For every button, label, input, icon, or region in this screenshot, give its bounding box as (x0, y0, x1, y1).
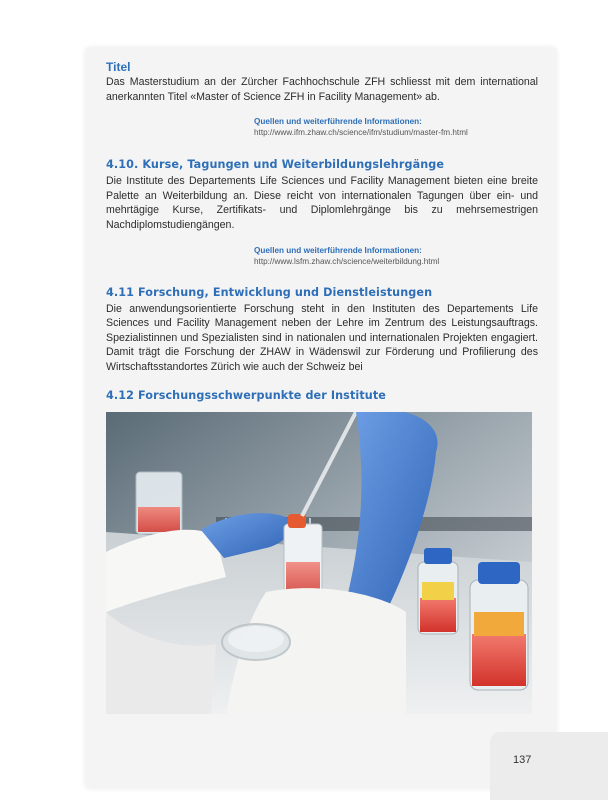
section-heading: 4.10. Kurse, Tagungen und Weiterbildungslehrgänge (106, 158, 445, 172)
section-heading: 4.11 Forschung, Entwicklung und Dienstleistungen (106, 285, 433, 299)
section-text: Die Institute des Departements Life Sciences und Facility Management bieten eine breite Palette an Weiterbildung an. Diese reicht von internationalen Tagungen über ein- und mehrtägige Kurse, Zertifikats- und Diplomlehrgänge bis zu mehrsemestrigen Nachdiplomstudiengängen. (106, 175, 538, 231)
lab-photo (106, 412, 532, 714)
media-bottle-2 (470, 562, 528, 690)
sources-label: Quellen und weiterführende Informationen: (254, 245, 422, 255)
section-4-12 (106, 389, 538, 402)
sources-url: http://www.ifm.zhaw.ch/science/ifm/studium/master-fm.html (254, 128, 468, 138)
section-heading: 4.12 Forschungsschwerpunkte der Institute (106, 388, 386, 402)
section-4-11 (106, 286, 538, 375)
section-text: Die anwendungsorientierte Forschung steht in den Instituten des Departements Life Sciences und Facility Management neben der Lehre im Zentrum des Leistungsauftrags. Spezialistinnen und Spezialisten sind in nationalen und internationalen Projekten engagiert. Damit trägt die Forschung der ZHAW in Wädenswil zur Förderung und Profilierung des Wirtschaftsstandortes Zürich wie auch der Schweiz bei (106, 302, 538, 373)
sources-block (254, 245, 538, 267)
sources-block (254, 116, 538, 138)
sources-url: http://www.lsfm.zhaw.ch/science/weiterbildung.html (254, 256, 440, 266)
page-content (106, 60, 538, 405)
intro-text: Das Masterstudium an der Zürcher Fachhochschule ZFH schliesst mit dem international anerkannten Titel «Master of Science ZFH in Facility Management» ab. (106, 76, 538, 103)
media-bottle-1 (418, 548, 458, 634)
sources-label: Quellen und weiterführende Informationen: (254, 117, 422, 127)
section-intro (106, 60, 538, 138)
culture-flask-left (136, 472, 182, 534)
section-4-10 (106, 158, 538, 266)
culture-flask-center (284, 514, 322, 594)
page-number: 137 (513, 754, 532, 766)
page-corner-tab (490, 732, 608, 800)
subheading-titel: Titel (106, 60, 131, 74)
